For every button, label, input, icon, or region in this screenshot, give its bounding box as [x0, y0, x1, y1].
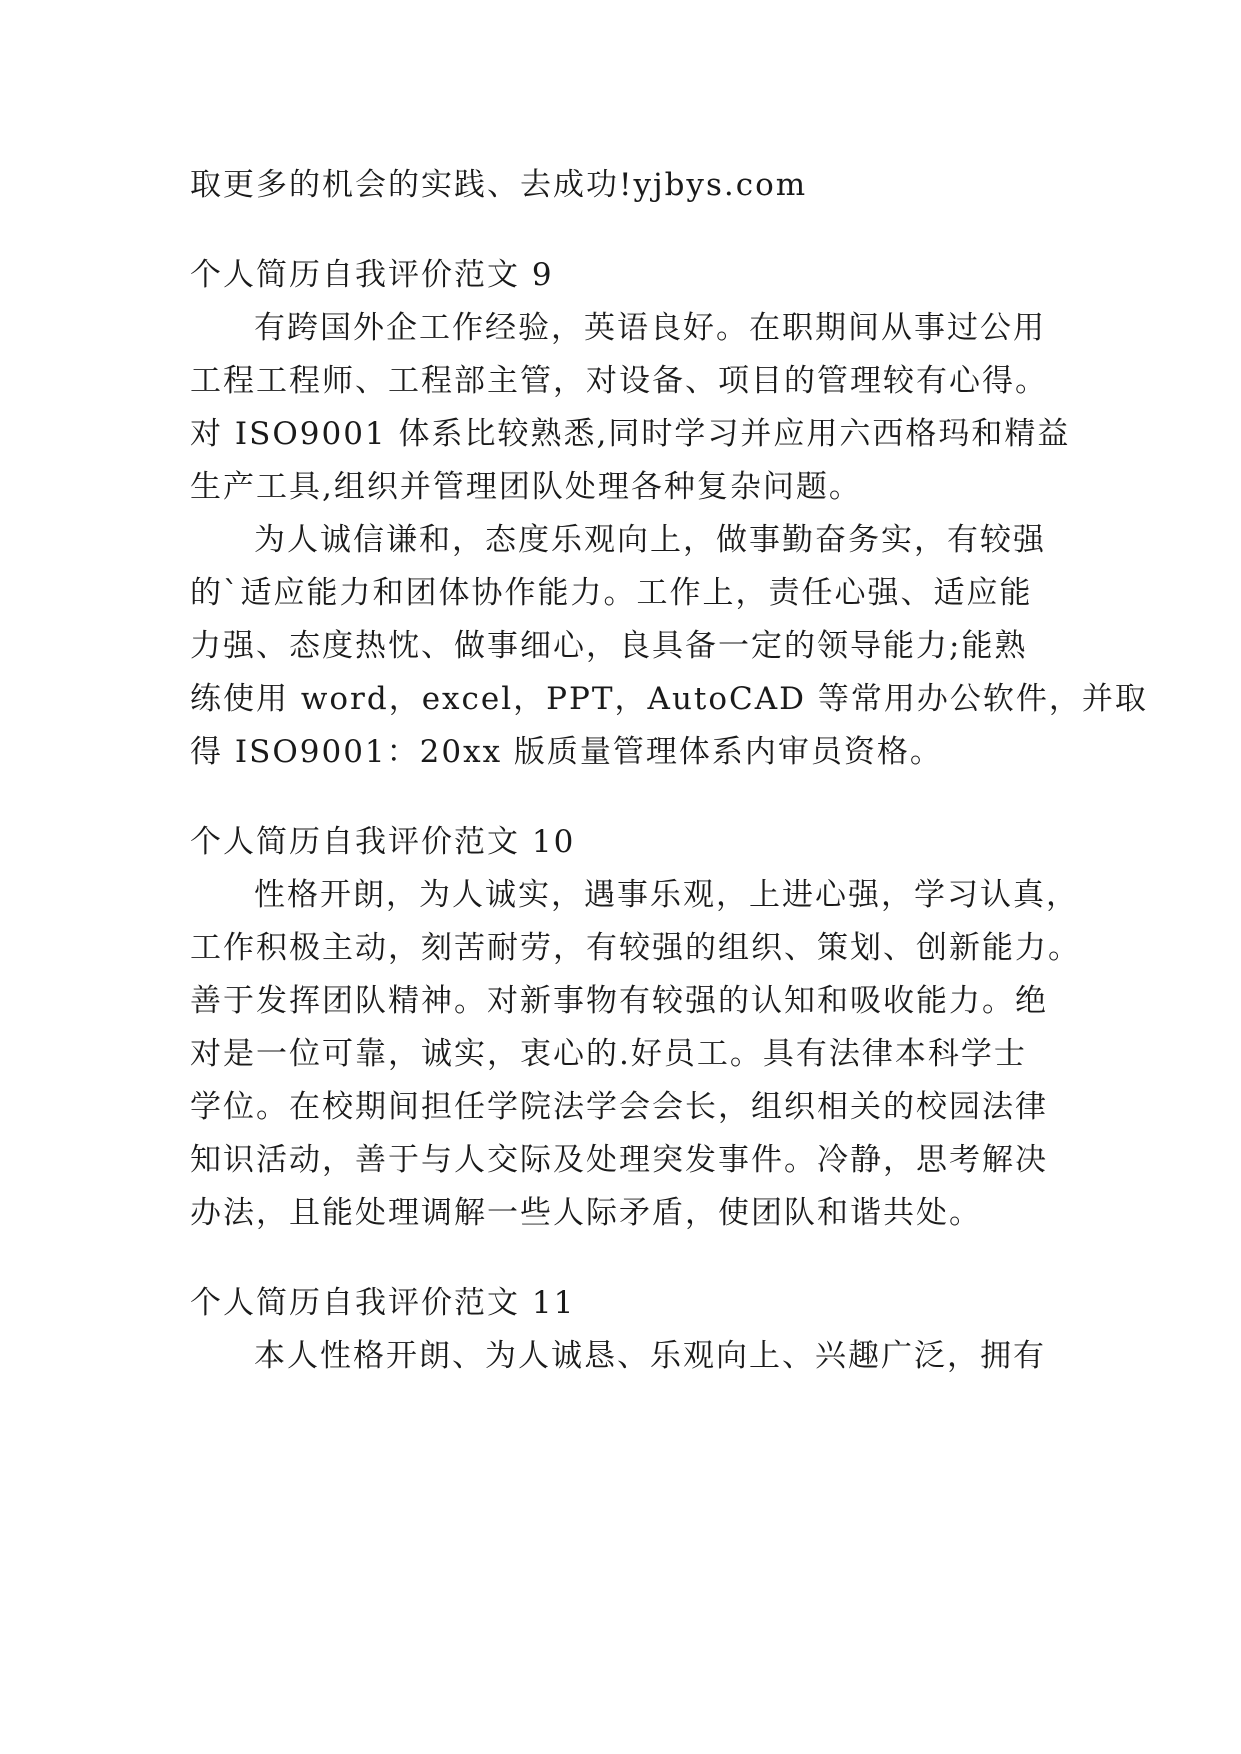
- paragraph-line: 有跨国外企工作经验，英语良好。在职期间从事过公用: [254, 310, 1046, 346]
- paragraph-line: 对 ISO9001 体系比较熟悉,同时学习并应用六西格玛和精益: [190, 416, 1071, 452]
- paragraph-line: 生产工具,组织并管理团队处理各种复杂问题。: [190, 469, 862, 505]
- paragraph-line: 知识活动，善于与人交际及处理突发事件。冷静，思考解决: [190, 1142, 1048, 1178]
- text-line-continuation: 取更多的机会的实践、去成功!yjbys.com: [190, 167, 808, 203]
- section-heading-9: 个人简历自我评价范文 9: [190, 257, 554, 293]
- paragraph-line: 的`适应能力和团体协作能力。工作上，责任心强、适应能: [190, 575, 1033, 611]
- paragraph-line: 练使用 word，excel，PPT，AutoCAD 等常用办公软件，并取: [190, 681, 1148, 717]
- paragraph-line: 学位。在校期间担任学院法学会会长，组织相关的校园法律: [190, 1089, 1048, 1125]
- section-heading-10: 个人简历自我评价范文 10: [190, 824, 576, 860]
- paragraph-line: 力强、态度热忱、做事细心，良具备一定的领导能力;能熟: [190, 628, 1028, 664]
- paragraph-line: 为人诚信谦和，态度乐观向上，做事勤奋务实，有较强: [254, 522, 1046, 558]
- paragraph-line: 得 ISO9001：20xx 版质量管理体系内审员资格。: [190, 734, 943, 770]
- paragraph-line: 本人性格开朗、为人诚恳、乐观向上、兴趣广泛，拥有: [254, 1338, 1046, 1374]
- paragraph-line: 工程工程师、工程部主管，对设备、项目的管理较有心得。: [190, 363, 1048, 399]
- section-heading-11: 个人简历自我评价范文 11: [190, 1285, 576, 1321]
- paragraph-line: 善于发挥团队精神。对新事物有较强的认知和吸收能力。绝: [190, 983, 1048, 1019]
- paragraph-line: 办法，且能处理调解一些人际矛盾，使团队和谐共处。: [190, 1195, 982, 1231]
- paragraph-line: 性格开朗，为人诚实，遇事乐观，上进心强，学习认真，: [254, 877, 1079, 913]
- paragraph-line: 对是一位可靠，诚实，衷心的.好员工。具有法律本科学士: [190, 1036, 1027, 1072]
- paragraph-line: 工作积极主动，刻苦耐劳，有较强的组织、策划、创新能力。: [190, 930, 1081, 966]
